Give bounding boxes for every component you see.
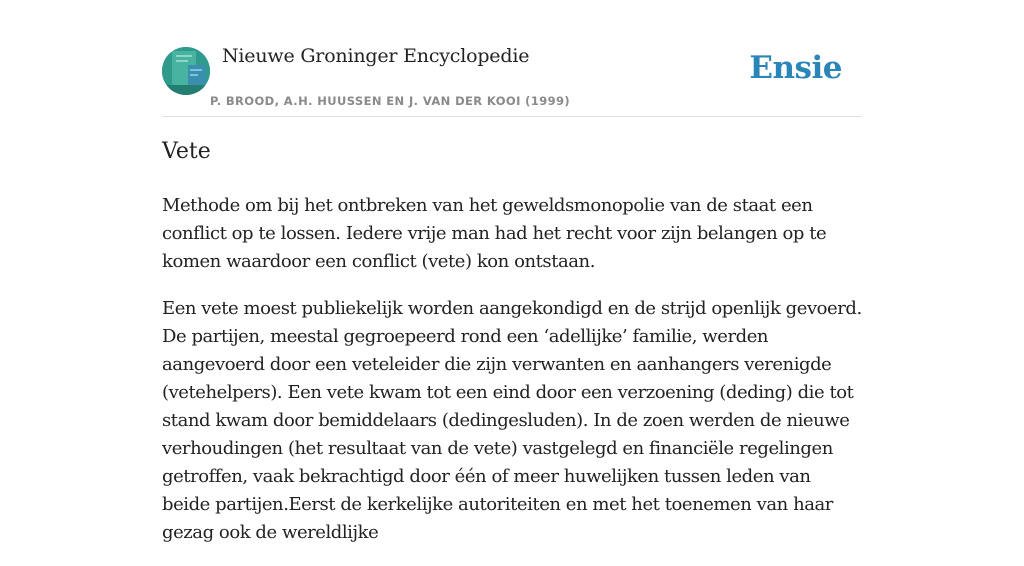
book-authors: P. BROOD, A.H. HUUSSEN EN J. VAN DER KOOI (1999) [210, 94, 571, 108]
book-cover-image [162, 47, 210, 95]
entry-page [162, 0, 862, 543]
book-title[interactable]: Nieuwe Groninger Encyclopedie [222, 45, 530, 67]
ensie-logo[interactable]: Ensie [749, 50, 842, 86]
entry-paragraph: Methode om bij het ontbreken van het geweldsmonopolie van de staat een conflict op te lossen. Iedere vrije man had het recht voor zijn belangen op te komen waardoor een conflict (vete) kon ontstaan. [162, 195, 827, 272]
book-cover-avatar[interactable] [162, 47, 210, 95]
entry-paragraph: Een vete moest publiekelijk worden aangekondigd en de strijd openlijk gevoerd. De partijen, meestal gegroepeerd rond een ‘adellijke’ familie, werden aangevoerd door een veteleider die zijn verwanten en aanhangers verenigde (vetehelpers). Een vete kwam tot een eind door een verzoening (deding) die tot stand kwam door bemiddelaars (dedingesluden). In de zoen werden de nieuwe verhoudingen (het resultaat van de vete) vastgelegd en financiële regelingen getroffen, vaak bekrachtigd door één of meer huwelijken tussen leden van beide partijen.Eerst de kerkelijke autoriteiten en met het toenemen van haar gezag ook de wereldlijke [162, 298, 862, 543]
entry-title: Vete [162, 139, 211, 164]
header [162, 0, 862, 117]
entry-content [162, 192, 862, 566]
